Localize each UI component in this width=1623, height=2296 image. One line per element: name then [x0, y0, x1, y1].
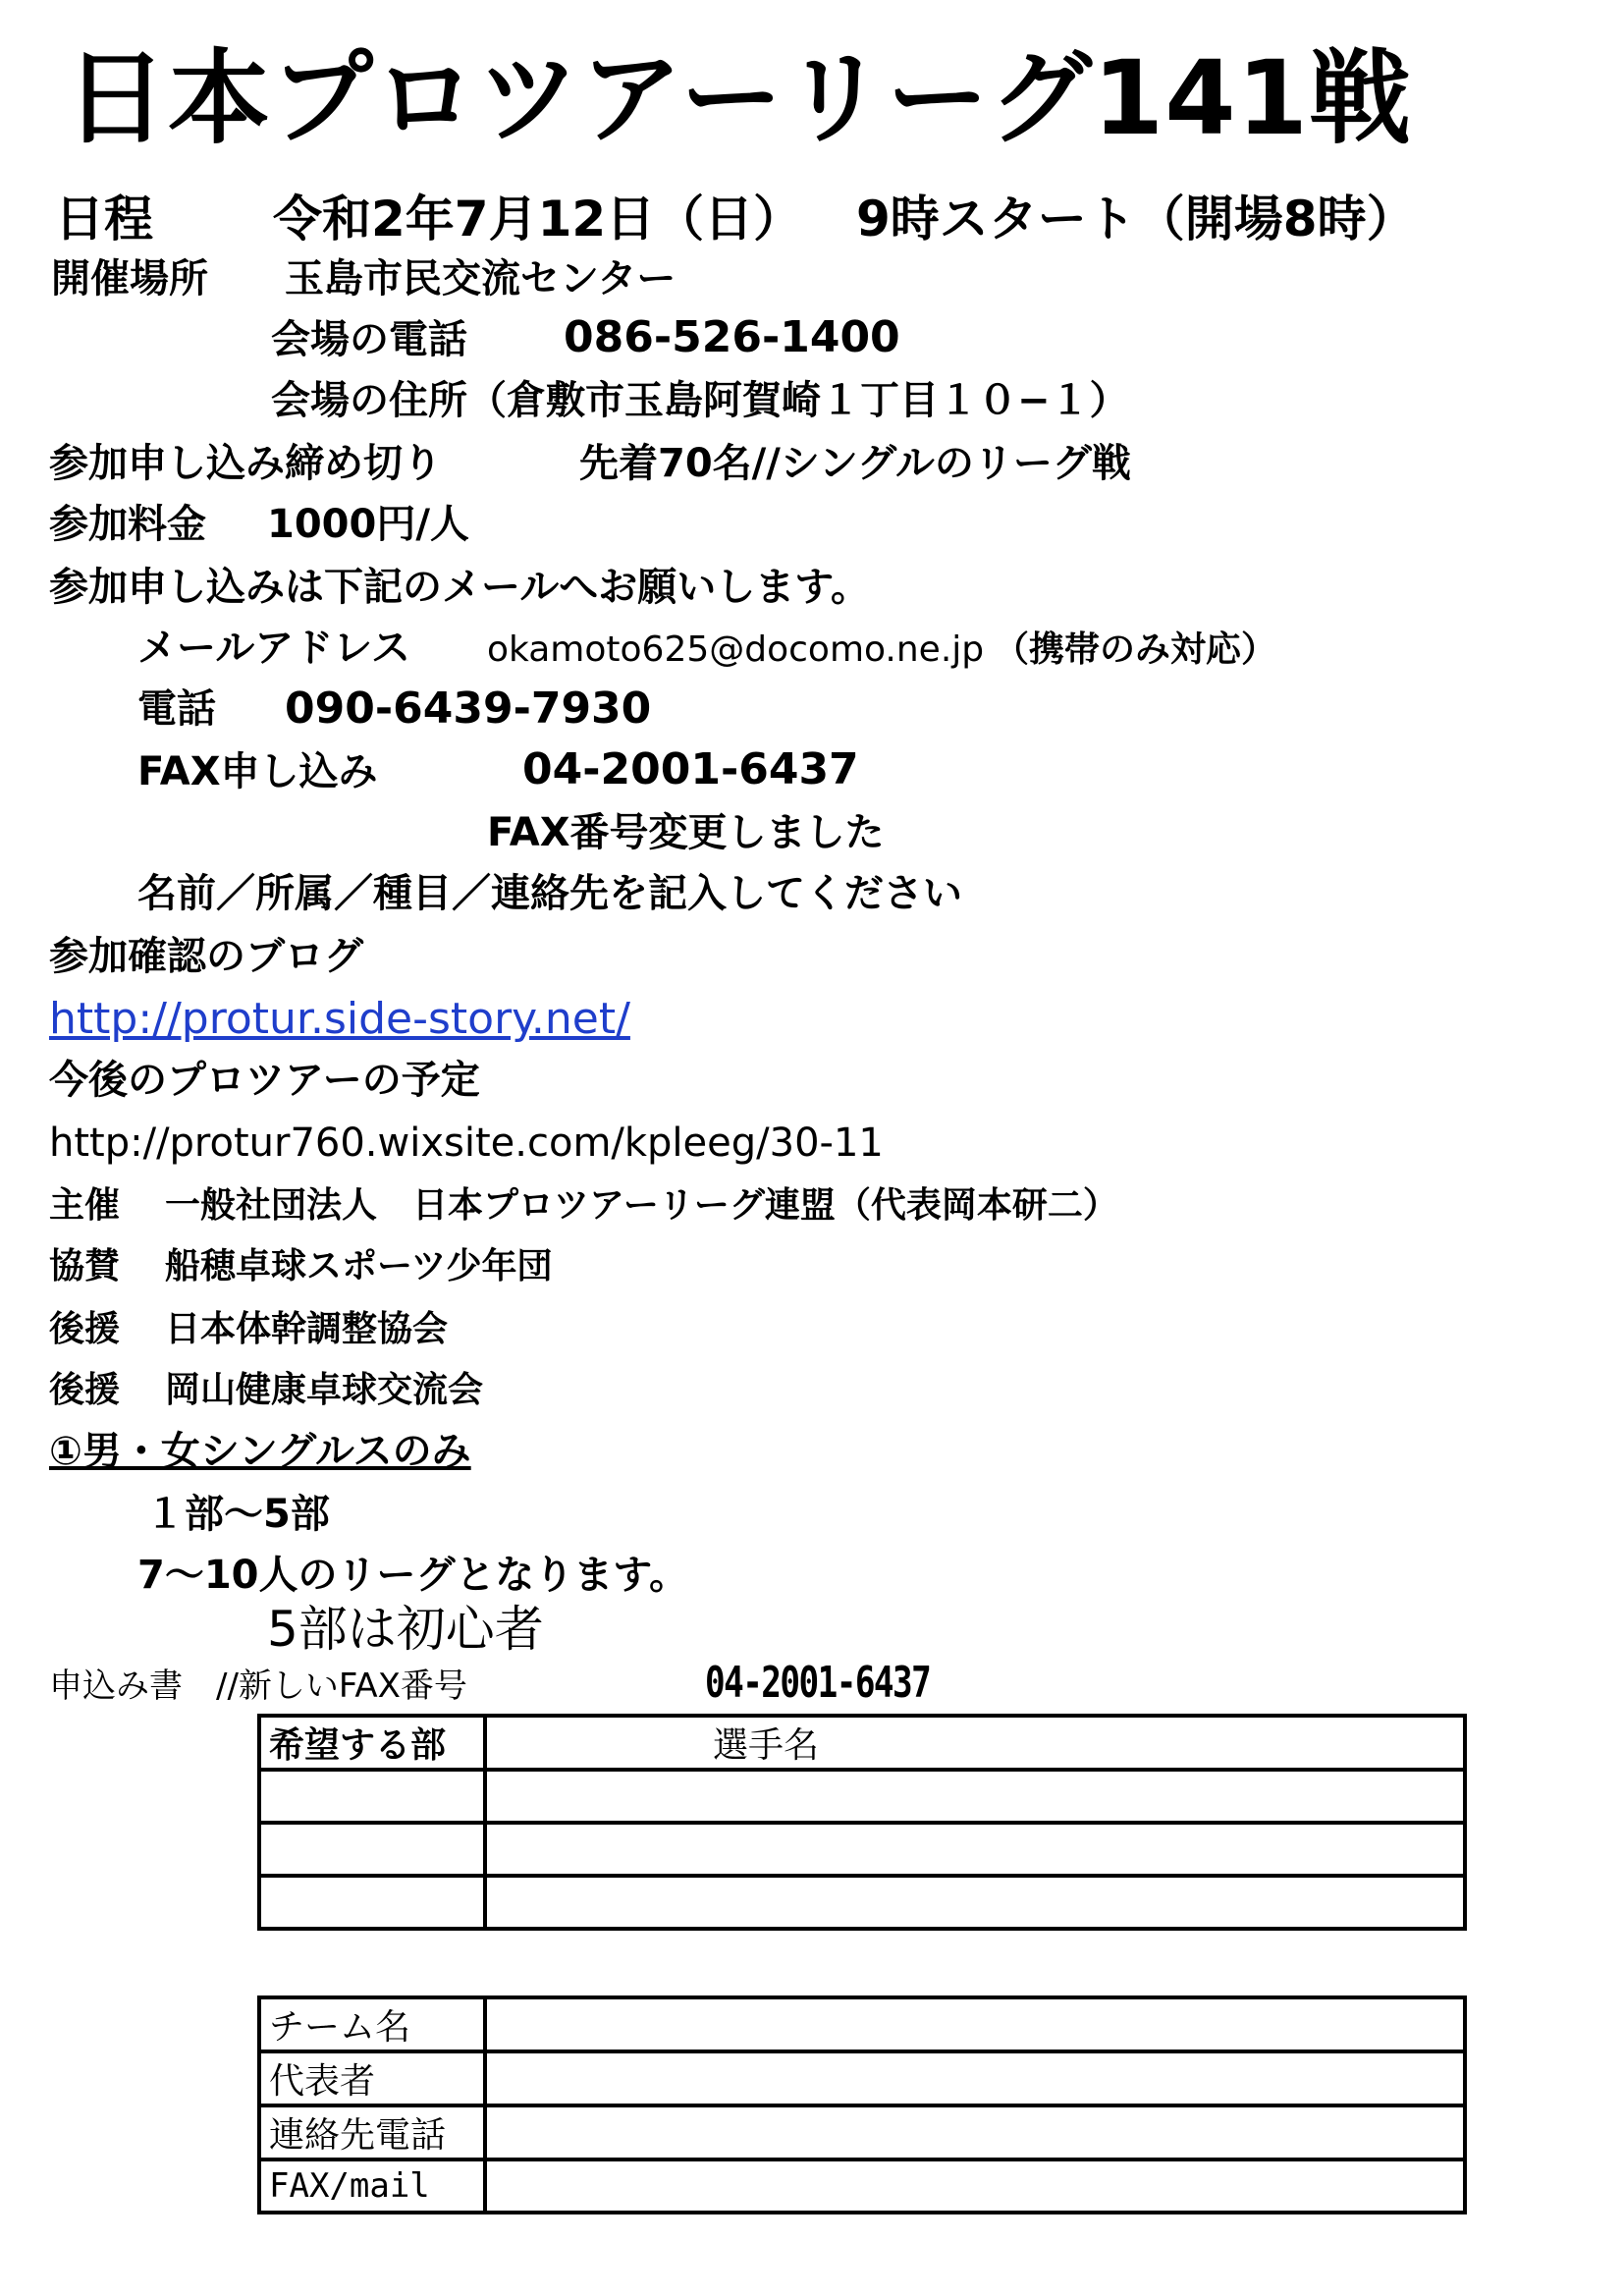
- mail-note: （携帯のみ対応）: [994, 629, 1277, 670]
- sponsor-role: 協賛: [49, 1246, 121, 1286]
- entry-player-cell[interactable]: [485, 1876, 1465, 1929]
- table-row: [259, 1876, 1465, 1929]
- sponsor-name: 船穂卓球スポーツ少年団: [165, 1246, 553, 1286]
- entry-player-cell[interactable]: [485, 1823, 1465, 1876]
- venue-name: 玉島市民交流センター: [285, 256, 676, 301]
- team-name-cell[interactable]: [485, 1997, 1465, 2051]
- phone-number: 090-6439-7930: [285, 683, 652, 734]
- application-intro: 参加申し込みは下記のメールへお願いします。: [49, 565, 870, 610]
- phone-label: 電話: [137, 686, 216, 732]
- deadline-value: 先着70名//シングルのリーグ戦: [579, 441, 1131, 486]
- entry-division-cell[interactable]: [259, 1876, 485, 1929]
- category-divisions: １部〜5部: [145, 1492, 330, 1537]
- contact-table: [257, 1995, 1467, 2214]
- schedule-date: 令和2年7月12日（日）: [273, 191, 803, 247]
- entry-player-cell[interactable]: [485, 1770, 1465, 1823]
- page-title: 日本プロツアーリーグ141戦: [65, 38, 1412, 158]
- future-url: http://protur760.wixsite.com/kpleeg/30-11: [49, 1121, 884, 1166]
- entry-table: [257, 1714, 1467, 1931]
- venue-phone: 086-526-1400: [564, 312, 900, 362]
- table-row: [259, 2105, 1465, 2159]
- venue-address: 会場の住所（倉敷市玉島阿賀崎１丁目１０−１）: [271, 378, 1129, 423]
- representative-label: 代表者: [259, 2051, 485, 2105]
- category-heading: ①男・女シングルスのみ: [49, 1429, 471, 1474]
- organizer-role: 主催: [49, 1185, 121, 1226]
- table-row: [259, 1716, 1465, 1770]
- support-name: 日本体幹調整協会: [165, 1309, 449, 1349]
- organizer-name: 一般社団法人 日本プロツアーリーグ連盟（代表岡本研二）: [165, 1185, 1118, 1226]
- venue-label: 開催場所: [51, 256, 208, 301]
- fax-note: FAX番号変更しました: [487, 810, 885, 855]
- fee-value: 1000円/人: [267, 502, 469, 547]
- category-beginner: 5部は初心者: [267, 1601, 544, 1658]
- table-row: [259, 1997, 1465, 2051]
- application-instructions: 名前／所属／種目／連絡先を記入してください: [137, 871, 962, 916]
- fax-mail-cell[interactable]: [485, 2159, 1465, 2213]
- contact-phone-cell[interactable]: [485, 2105, 1465, 2159]
- header-player-name: 選手名: [485, 1716, 1465, 1770]
- fax-label: FAX申し込み: [137, 749, 378, 794]
- team-name-label: チーム名: [259, 1997, 485, 2051]
- table-row: [259, 2159, 1465, 2213]
- representative-cell[interactable]: [485, 2051, 1465, 2105]
- mail-address: okamoto625@docomo.ne.jp: [487, 629, 985, 670]
- header-division: 希望する部: [259, 1716, 485, 1770]
- form-label: 申込み書 //新しいFAX番号: [49, 1667, 467, 1706]
- schedule-label: 日程: [55, 191, 153, 247]
- mail-label: メールアドレス: [137, 626, 410, 671]
- support-role-2: 後援: [49, 1370, 121, 1410]
- entry-division-cell[interactable]: [259, 1823, 485, 1876]
- table-row: [259, 2051, 1465, 2105]
- entry-division-cell[interactable]: [259, 1770, 485, 1823]
- future-label: 今後のプロツアーの予定: [49, 1058, 480, 1103]
- table-row: [259, 1823, 1465, 1876]
- blog-label: 参加確認のブログ: [49, 934, 363, 979]
- support-role: 後援: [49, 1309, 121, 1349]
- fee-label: 参加料金: [49, 502, 206, 547]
- category-league: 7〜10人のリーグとなります。: [137, 1553, 689, 1598]
- venue-phone-label: 会場の電話: [271, 317, 467, 362]
- table-row: [259, 1770, 1465, 1823]
- support-name-2: 岡山健康卓球交流会: [165, 1370, 484, 1410]
- schedule-start: 9時スタート（開場8時）: [856, 191, 1416, 247]
- blog-link[interactable]: http://protur.side-story.net/: [49, 994, 630, 1044]
- fax-mail-label: FAX/mail: [259, 2159, 485, 2213]
- fax-number: 04-2001-6437: [522, 744, 859, 794]
- deadline-label: 参加申し込み締め切り: [49, 441, 442, 486]
- form-fax: 04-2001-6437: [705, 1658, 931, 1708]
- contact-phone-label: 連絡先電話: [259, 2105, 485, 2159]
